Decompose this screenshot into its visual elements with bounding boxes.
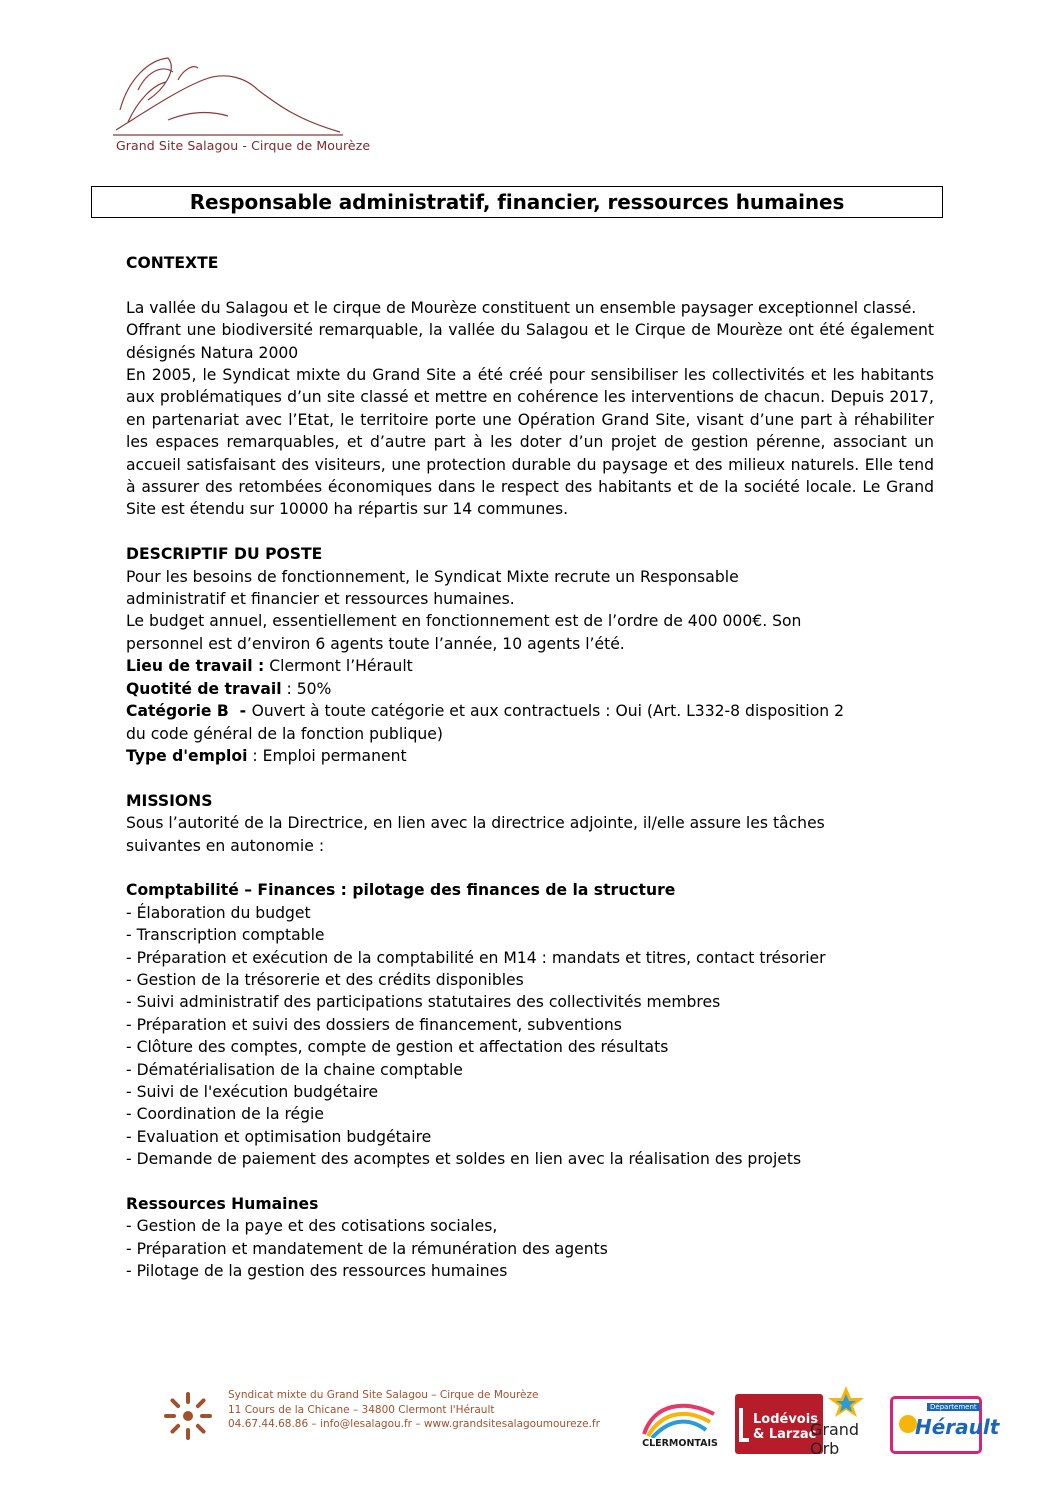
herault-logo	[890, 1396, 1000, 1454]
missions-heading: MISSIONS	[126, 791, 213, 810]
lieu-label: Lieu de travail :	[126, 657, 265, 676]
missions-intro-line: Sous l’autorité de la Directrice, en lien avec la directrice adjointe, il/elle assure les tâches	[126, 814, 825, 833]
descriptif-line: Le budget annuel, essentiellement en fonctionnement est de l’ordre de 400 000€. Son	[126, 612, 802, 631]
categorie	[126, 700, 934, 722]
grand-orb-label: Grand Orb	[810, 1420, 860, 1458]
lieu-value: Clermont l’Hérault	[264, 657, 413, 676]
herault-label: Hérault	[915, 1415, 1000, 1439]
rh-list	[126, 1215, 934, 1282]
footer-address	[228, 1388, 600, 1432]
descriptif-line: administratif et financier et ressources humaines.	[126, 590, 515, 609]
landscape-logo-icon	[108, 50, 348, 140]
job-description	[126, 252, 934, 1283]
larzac-label: & Larzac	[753, 1427, 817, 1442]
categorie-label: Catégorie B -	[126, 702, 252, 721]
rh-heading: Ressources Humaines	[126, 1194, 319, 1213]
list-item: - Transcription comptable	[126, 926, 325, 945]
lieu-de-travail	[126, 655, 934, 677]
logo-caption: Grand Site Salagou - Cirque de Mourèze	[116, 138, 371, 153]
herault-department-label: Département	[927, 1403, 980, 1411]
list-item: - Coordination de la régie	[126, 1105, 324, 1124]
page-footer	[0, 1380, 1058, 1470]
type-emploi	[126, 745, 934, 767]
list-item: - Demande de paiement des acomptes et soldes en lien avec la réalisation des projets	[126, 1150, 802, 1169]
lodevois-label: Lodévois	[753, 1412, 818, 1427]
list-item: - Evaluation et optimisation budgétaire	[126, 1127, 432, 1146]
list-item: - Gestion de la paye et des cotisations sociales,	[126, 1217, 498, 1236]
contexte-paragraph-3: En 2005, le Syndicat mixte du Grand Site a été créé pour sensibiliser les collectivités et les habitants aux problématiques d’un site classé et mettre en cohérence les interventions de chacun. Depuis 2017, en partenariat avec l’Etat, le territoire porte une Opération Grand Site, visant d’une part à réhabiliter les espaces remarquables, et d’autre part à les doter d’un projet de gestion pérenne, associant un accueil satisfaisant des visiteurs, une protection durable du paysage et des milieux naturels. Elle tend à assurer des retombées économiques dans le respect des habitants et de la société locale. Le Grand Site est étendu sur 10000 ha répartis sur 14 communes.	[126, 366, 934, 519]
list-item: - Pilotage de la gestion des ressources humaines	[126, 1262, 508, 1281]
missions-intro-line: suivantes en autonomie :	[126, 836, 325, 855]
grand-orb-logo	[808, 1384, 884, 1460]
list-item: - Clôture des comptes, compte de gestion et affectation des résultats	[126, 1038, 669, 1057]
grand-site-logo	[108, 50, 371, 165]
job-title-box	[91, 186, 943, 218]
descriptif-line: Pour les besoins de fonctionnement, le Syndicat Mixte recrute un Responsable	[126, 567, 739, 586]
descriptif-heading: DESCRIPTIF DU POSTE	[126, 545, 323, 564]
quotite	[126, 678, 934, 700]
clermontais-label: CLERMONTAIS	[642, 1438, 718, 1449]
quotite-label: Quotité de travail	[126, 679, 282, 698]
list-item: - Préparation et exécution de la comptabilité en M14 : mandats et titres, contact trésorier	[126, 948, 826, 967]
page-title: Responsable administratif, financier, ressources humaines	[189, 190, 845, 214]
footer-line-2: 11 Cours de la Chicane – 34800 Clermont l'Hérault	[228, 1403, 495, 1416]
clermontais-swirl-icon	[634, 1394, 726, 1438]
sun-logo-icon	[162, 1390, 214, 1442]
type-label: Type d'emploi	[126, 746, 248, 765]
contexte-heading: CONTEXTE	[126, 254, 219, 272]
list-item: - Suivi de l'exécution budgétaire	[126, 1082, 379, 1101]
list-item: - Préparation et suivi des dossiers de financement, subventions	[126, 1015, 622, 1034]
categorie-line-2: du code général de la fonction publique)	[126, 724, 443, 743]
list-item: - Élaboration du budget	[126, 903, 311, 922]
compta-list	[126, 902, 934, 1171]
compta-heading: Comptabilité – Finances : pilotage des finances de la structure	[126, 881, 676, 900]
contexte-paragraph-2: Offrant une biodiversité remarquable, la vallée du Salagou et le Cirque de Mourèze ont été également désignés Natura 2000	[126, 321, 934, 362]
grand-orb-star-icon	[826, 1384, 866, 1418]
list-item: - Suivi administratif des participations statutaires des collectivités membres	[126, 993, 721, 1012]
quotite-value: : 50%	[281, 679, 332, 698]
descriptif-line: personnel est d’environ 6 agents toute l’année, 10 agents l’été.	[126, 634, 625, 653]
footer-line-1: Syndicat mixte du Grand Site Salagou – Cirque de Mourèze	[228, 1389, 539, 1401]
lodevois-mark-icon	[739, 1408, 749, 1442]
categorie-value: Ouvert à toute catégorie et aux contractuels : Oui (Art. L332-8 disposition 2	[251, 702, 845, 721]
list-item: - Préparation et mandatement de la rémunération des agents	[126, 1239, 608, 1258]
list-item: - Dématérialisation de la chaine comptable	[126, 1060, 463, 1079]
contexte-paragraph-1: La vallée du Salagou et le cirque de Mourèze constituent un ensemble paysager exceptionnel classé.	[126, 298, 917, 317]
footer-line-3: 04.67.44.68.86 – info@lesalagou.fr – www.grandsitesalagoumoureze.fr	[228, 1418, 600, 1430]
list-item: - Gestion de la trésorerie et des crédits disponibles	[126, 970, 524, 989]
clermontais-logo	[634, 1394, 726, 1454]
type-value: : Emploi permanent	[247, 746, 407, 765]
